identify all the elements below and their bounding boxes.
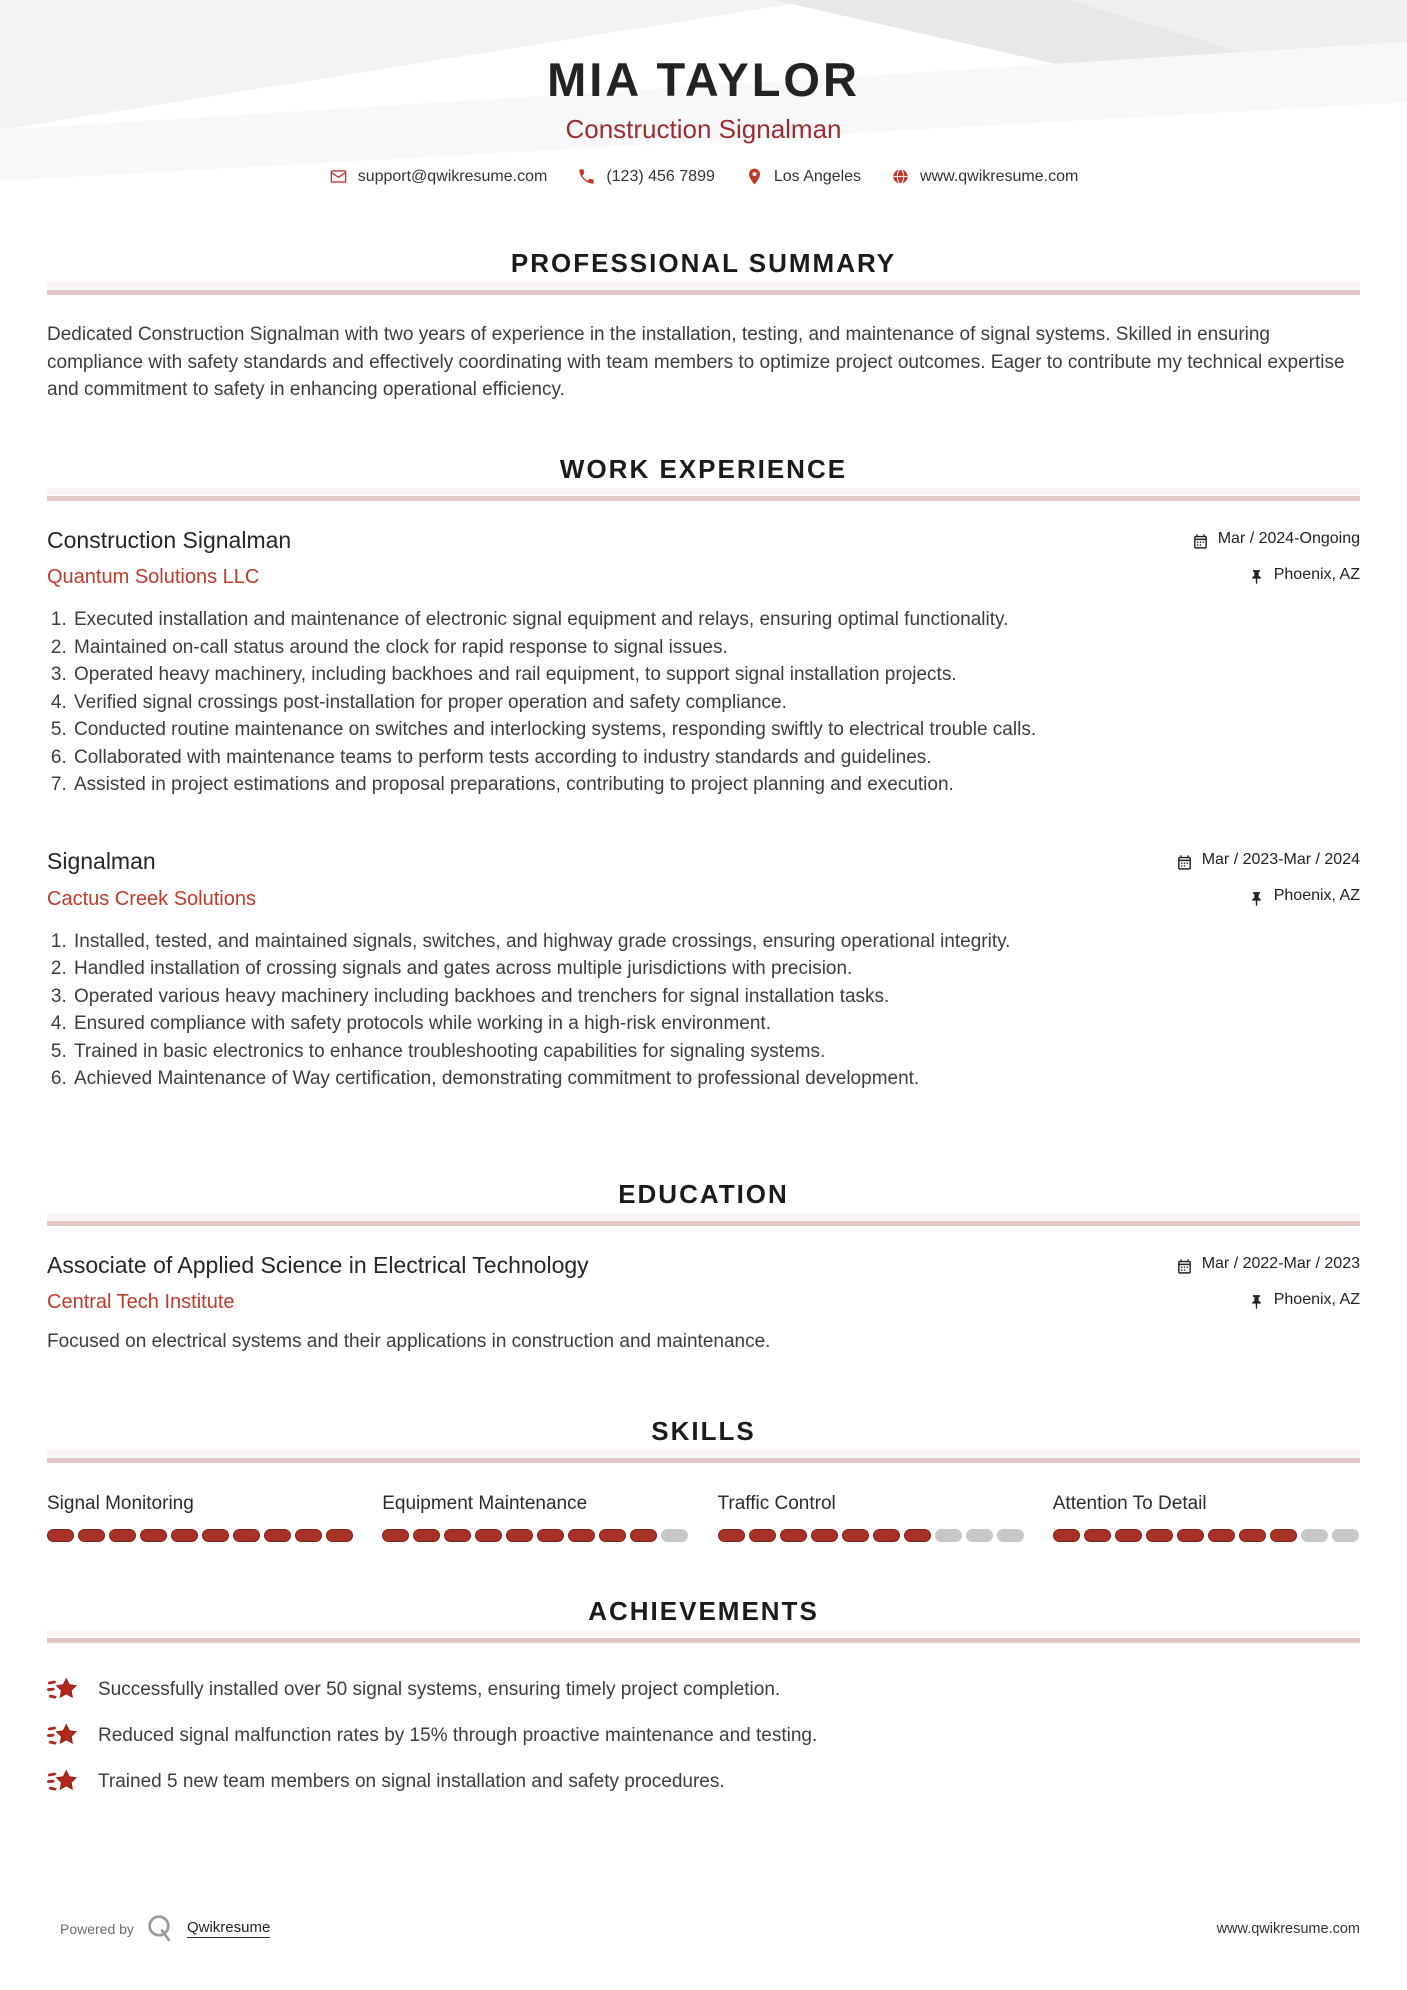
skill-bar-segment xyxy=(568,1529,595,1542)
skill-bar-segment xyxy=(749,1529,776,1542)
skill-bar-segment xyxy=(444,1529,471,1542)
contact-phone-text: (123) 456 7899 xyxy=(606,167,715,185)
contact-row xyxy=(0,167,1407,186)
job-bullet: 3. Operated various heavy machinery including backhoes and trenchers for signal installation tasks. xyxy=(72,983,1360,1011)
skill-name: Signal Monitoring xyxy=(47,1492,194,1514)
job-location-text: Phoenix, AZ xyxy=(1273,887,1360,905)
job-bullet: 2. Handled installation of crossing signals and gates across multiple jurisdictions with precision. xyxy=(72,955,1360,983)
education-entry xyxy=(47,1253,1360,1356)
job-company: Quantum Solutions LLC xyxy=(47,566,260,589)
calendar-icon xyxy=(1192,533,1209,550)
skill-bar-segment xyxy=(47,1529,74,1542)
job-bullet: 5. Trained in basic electronics to enhance troubleshooting capabilities for signaling systems. xyxy=(72,1038,1360,1066)
skill-bar-segment xyxy=(718,1529,745,1542)
contact-email[interactable] xyxy=(329,167,548,186)
section-divider xyxy=(47,290,1360,295)
skill-entry xyxy=(382,1494,689,1542)
skill-bar-segment xyxy=(1239,1529,1266,1542)
job-dates xyxy=(1176,851,1360,869)
section-divider xyxy=(47,1458,1360,1463)
powered-by xyxy=(60,1913,270,1944)
section-divider xyxy=(47,496,1360,501)
job-bullet: 3. Operated heavy machinery, including backhoes and rail equipment, to support signal installation projects. xyxy=(72,661,1360,689)
skill-name: Attention To Detail xyxy=(1052,1492,1207,1514)
skill-bar-segment xyxy=(1332,1529,1359,1542)
skill-bar-segment xyxy=(1146,1529,1173,1542)
envelope-icon xyxy=(329,167,348,186)
job-bullet: 2. Maintained on-call status around the clock for rapid response to signal issues. xyxy=(72,634,1360,662)
skill-bar-segment xyxy=(904,1529,931,1542)
skill-name: Equipment Maintenance xyxy=(382,1492,588,1514)
shooting-star-icon xyxy=(47,1722,79,1751)
skill-bar-segment xyxy=(1053,1529,1080,1542)
achievements-list xyxy=(47,1676,1360,1797)
job-entry xyxy=(47,849,1360,1093)
q-mark-icon xyxy=(145,1913,176,1944)
achievement-item xyxy=(47,1722,1360,1751)
location-pin-icon xyxy=(745,167,764,186)
contact-location xyxy=(745,167,861,186)
skill-level-bar xyxy=(47,1529,354,1542)
skill-bar-segment xyxy=(599,1529,626,1542)
skill-bar-segment xyxy=(506,1529,533,1542)
powered-by-label: Powered by xyxy=(60,1920,134,1937)
job-entry xyxy=(47,528,1360,799)
resume-body xyxy=(0,250,1407,1797)
contact-website-text: www.qwikresume.com xyxy=(920,167,1079,185)
education-location xyxy=(1248,1291,1360,1309)
skill-bar-segment xyxy=(382,1529,409,1542)
skill-entry xyxy=(1053,1494,1360,1542)
job-bullet: 1. Installed, tested, and maintained signals, switches, and highway grade crossings, ensuring operational integrity. xyxy=(72,928,1360,956)
skill-bar-segment xyxy=(1270,1529,1297,1542)
calendar-icon xyxy=(1176,1258,1193,1275)
achievement-text: Reduced signal malfunction rates by 15% through proactive maintenance and testing. xyxy=(98,1725,818,1747)
skill-bar-segment xyxy=(935,1529,962,1542)
skill-bar-segment xyxy=(202,1529,229,1542)
skill-bar-segment xyxy=(630,1529,657,1542)
pushpin-icon xyxy=(1248,890,1265,907)
contact-phone[interactable] xyxy=(577,167,715,186)
job-title: Signalman xyxy=(47,847,156,874)
skill-bar-segment xyxy=(966,1529,993,1542)
job-bullet: 4. Verified signal crossings post-installation for proper operation and safety compliance. xyxy=(72,689,1360,717)
skill-bar-segment xyxy=(171,1529,198,1542)
job-dates-text: Mar / 2023-Mar / 2024 xyxy=(1201,851,1360,869)
skill-bar-segment xyxy=(1084,1529,1111,1542)
contact-email-text: support@qwikresume.com xyxy=(357,167,548,185)
skill-bar-segment xyxy=(1115,1529,1142,1542)
job-title: Construction Signalman xyxy=(47,526,292,553)
skill-bar-segment xyxy=(537,1529,564,1542)
education-degree: Associate of Applied Science in Electrical Technology xyxy=(47,1251,589,1278)
skill-level-bar xyxy=(718,1529,1025,1542)
education-dates xyxy=(1176,1255,1360,1273)
candidate-job-title: Construction Signalman xyxy=(565,114,842,144)
achievement-item xyxy=(47,1676,1360,1705)
section-divider xyxy=(47,1221,1360,1226)
job-bullet: 1. Executed installation and maintenance of electronic signal equipment and relays, ensuring optimal functionality. xyxy=(72,606,1360,634)
skills-grid xyxy=(47,1494,1360,1542)
candidate-name: MIA TAYLOR xyxy=(547,53,860,106)
achievement-text: Trained 5 new team members on signal installation and safety procedures. xyxy=(98,1771,725,1793)
summary-heading: PROFESSIONAL SUMMARY xyxy=(510,248,897,278)
shooting-star-icon xyxy=(47,1676,79,1705)
skills-heading: SKILLS xyxy=(651,1415,756,1446)
qwikresume-link[interactable]: Qwikresume xyxy=(186,1919,271,1936)
job-bullet-list xyxy=(47,928,1360,1093)
globe-icon xyxy=(891,167,910,186)
achievement-text: Successfully installed over 50 signal systems, ensuring timely project completion. xyxy=(98,1679,781,1701)
footer-website[interactable]: www.qwikresume.com xyxy=(1216,1920,1360,1937)
job-dates-text: Mar / 2024-Ongoing xyxy=(1217,530,1360,547)
job-bullet: 7. Assisted in project estimations and proposal preparations, contributing to project planning and execution. xyxy=(72,771,1360,799)
skill-bar-segment xyxy=(326,1529,353,1542)
skill-bar-segment xyxy=(78,1529,105,1542)
shooting-star-icon xyxy=(47,1768,79,1797)
job-location xyxy=(1248,566,1360,584)
job-bullet-list xyxy=(47,606,1360,799)
pushpin-icon xyxy=(1248,568,1265,585)
skill-bar-segment xyxy=(1208,1529,1235,1542)
skill-bar-segment xyxy=(413,1529,440,1542)
experience-heading: WORK EXPERIENCE xyxy=(559,453,848,484)
skill-name: Traffic Control xyxy=(717,1492,836,1514)
job-location-text: Phoenix, AZ xyxy=(1273,565,1360,583)
skill-entry xyxy=(718,1494,1025,1542)
education-heading: EDUCATION xyxy=(618,1178,789,1209)
achievements-heading: ACHIEVEMENTS xyxy=(588,1595,819,1626)
phone-icon xyxy=(577,167,596,186)
skill-level-bar xyxy=(382,1529,689,1542)
job-bullet: 6. Achieved Maintenance of Way certification, demonstrating commitment to professional development. xyxy=(72,1065,1360,1093)
education-location-text: Phoenix, AZ xyxy=(1273,1290,1360,1308)
contact-location-text: Los Angeles xyxy=(773,167,862,185)
education-dates-text: Mar / 2022-Mar / 2023 xyxy=(1201,1255,1360,1273)
skill-bar-segment xyxy=(661,1529,688,1542)
section-divider xyxy=(47,1638,1360,1643)
skill-bar-segment xyxy=(475,1529,502,1542)
header xyxy=(0,0,1407,232)
footer xyxy=(60,1913,1360,1944)
job-location xyxy=(1248,887,1360,905)
education-description: Focused on electrical systems and their applications in construction and maintenance. xyxy=(47,1331,771,1353)
contact-website[interactable] xyxy=(891,167,1078,186)
skill-bar-segment xyxy=(109,1529,136,1542)
skill-bar-segment xyxy=(873,1529,900,1542)
education-school: Central Tech Institute xyxy=(47,1291,235,1314)
skill-level-bar xyxy=(1053,1529,1360,1542)
job-bullet: 5. Conducted routine maintenance on switches and interlocking systems, responding swiftly to electrical trouble calls. xyxy=(72,716,1360,744)
pushpin-icon xyxy=(1248,1293,1265,1310)
skill-bar-segment xyxy=(1301,1529,1328,1542)
job-dates xyxy=(1192,530,1360,548)
job-bullet: 6. Collaborated with maintenance teams to perform tests according to industry standards and guidelines. xyxy=(72,744,1360,772)
skill-bar-segment xyxy=(997,1529,1024,1542)
skill-bar-segment xyxy=(811,1529,838,1542)
job-bullet: 4. Ensured compliance with safety protocols while working in a high-risk environment. xyxy=(72,1010,1360,1038)
skill-bar-segment xyxy=(140,1529,167,1542)
skill-bar-segment xyxy=(295,1529,322,1542)
skill-bar-segment xyxy=(264,1529,291,1542)
job-company: Cactus Creek Solutions xyxy=(47,887,256,910)
achievement-item xyxy=(47,1768,1360,1797)
skill-bar-segment xyxy=(780,1529,807,1542)
skill-bar-segment xyxy=(1177,1529,1204,1542)
header-content xyxy=(0,0,1407,186)
skill-entry xyxy=(47,1494,354,1542)
calendar-icon xyxy=(1176,854,1193,871)
skill-bar-segment xyxy=(842,1529,869,1542)
summary-text: Dedicated Construction Signalman with two years of experience in the installation, testing, and maintenance of signal systems. Skilled in ensuring compliance with safety standards and effectively coordinating with team members to optimize project outcomes. Eager to contribute my technical expertise and commitment to safety in enhancing operational efficiency. xyxy=(47,324,1345,400)
skill-bar-segment xyxy=(233,1529,260,1542)
